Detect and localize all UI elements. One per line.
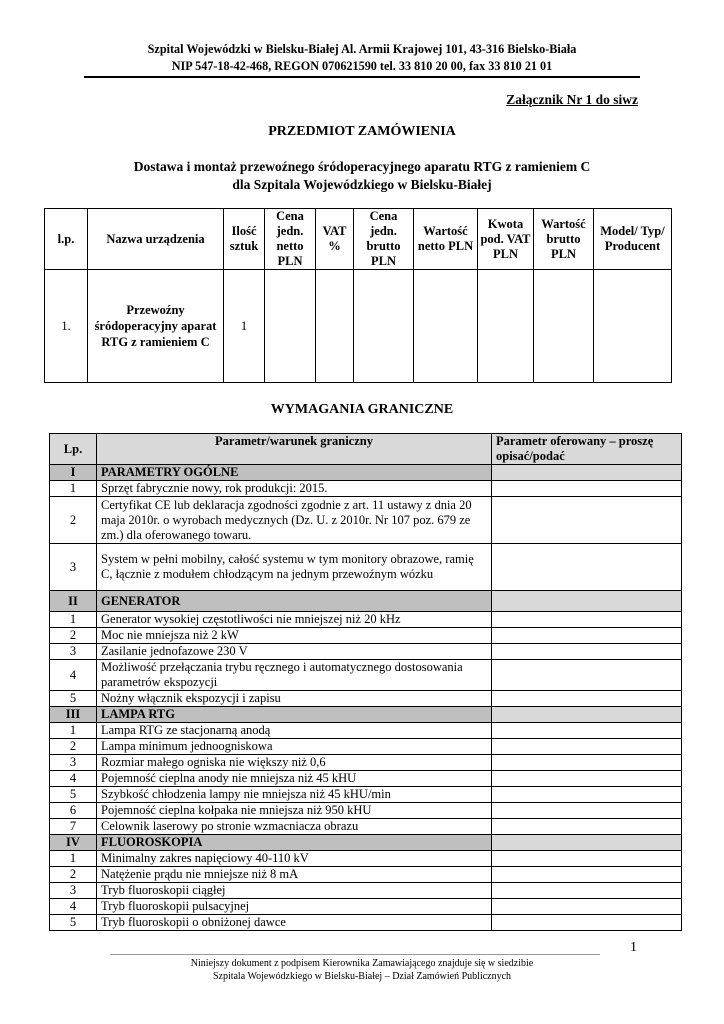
row-requirement: Sprzęt fabrycznie nowy, rok produkcji: 2015. xyxy=(97,481,492,497)
row-requirement: Celownik laserowy po stronie wzmacniacza obrazu xyxy=(97,819,492,835)
order-gross-value-cell[interactable] xyxy=(534,270,594,383)
order-unit-net-price-cell[interactable] xyxy=(265,270,316,383)
table-row xyxy=(50,883,682,899)
row-offer-cell[interactable] xyxy=(492,867,682,883)
section-title: GENERATOR xyxy=(97,591,492,612)
order-table-header-row xyxy=(45,209,672,270)
row-lp: 3 xyxy=(50,883,97,899)
table-row xyxy=(50,819,682,835)
section-title: FLUOROSKOPIA xyxy=(97,835,492,851)
footer-note xyxy=(100,957,624,983)
req-head-offer: Parametr oferowany – proszę opisać/podać xyxy=(492,434,682,465)
row-offer-cell[interactable] xyxy=(492,899,682,915)
order-net-value-cell[interactable] xyxy=(414,270,478,383)
table-row xyxy=(50,660,682,691)
row-offer-cell[interactable] xyxy=(492,644,682,660)
col-unit-net-price: Cena jedn. netto PLN xyxy=(265,209,316,270)
row-offer-cell[interactable] xyxy=(492,544,682,591)
row-requirement: Pojemność cieplna anody nie mniejsza niż 45 kHU xyxy=(97,771,492,787)
document-title: PRZEDMIOT ZAMÓWIENIA xyxy=(268,124,456,139)
order-vat-cell[interactable] xyxy=(316,270,354,383)
col-vat-amount: Kwota pod. VAT PLN xyxy=(478,209,534,270)
requirements-body xyxy=(50,465,682,931)
section-number: III xyxy=(50,707,97,723)
row-lp: 2 xyxy=(50,628,97,644)
table-row xyxy=(50,915,682,931)
row-requirement: Nożny włącznik ekspozycji i zapisu xyxy=(97,691,492,707)
section-row xyxy=(50,465,682,481)
table-row xyxy=(50,723,682,739)
row-lp: 5 xyxy=(50,691,97,707)
annex-label: Załącznik Nr 1 do siwz xyxy=(506,92,638,107)
subtitle-line-2: dla Szpitala Wojewódzkiego w Bielsku-Białej xyxy=(232,177,492,192)
row-offer-cell[interactable] xyxy=(492,803,682,819)
row-lp: 7 xyxy=(50,819,97,835)
row-lp: 3 xyxy=(50,644,97,660)
row-offer-cell[interactable] xyxy=(492,819,682,835)
row-requirement: Tryb fluoroskopii pulsacyjnej xyxy=(97,899,492,915)
row-requirement: Lampa minimum jednoogniskowa xyxy=(97,739,492,755)
col-net-value: Wartość netto PLN xyxy=(414,209,478,270)
row-offer-cell[interactable] xyxy=(492,915,682,931)
row-offer-cell[interactable] xyxy=(492,883,682,899)
table-row xyxy=(50,544,682,591)
row-requirement: Moc nie mniejsza niż 2 kW xyxy=(97,628,492,644)
order-quantity: 1 xyxy=(224,270,265,383)
row-lp: 1 xyxy=(50,481,97,497)
order-lp: 1. xyxy=(45,270,88,383)
req-head-lp: Lp. xyxy=(50,434,97,465)
section-number: II xyxy=(50,591,97,612)
col-quantity: Ilość sztuk xyxy=(224,209,265,270)
table-row xyxy=(50,481,682,497)
col-model: Model/ Typ/ Producent xyxy=(594,209,672,270)
order-table xyxy=(44,208,672,383)
order-unit-gross-price-cell[interactable] xyxy=(354,270,414,383)
table-row xyxy=(50,851,682,867)
col-gross-value: Wartość brutto PLN xyxy=(534,209,594,270)
table-row xyxy=(50,771,682,787)
row-requirement: Szybkość chłodzenia lampy nie mniejsza niż 45 kHU/min xyxy=(97,787,492,803)
row-requirement: Natężenie prądu nie mniejsze niż 8 mA xyxy=(97,867,492,883)
row-offer-cell[interactable] xyxy=(492,628,682,644)
row-requirement: Generator wysokiej częstotliwości nie mniejszej niż 20 kHz xyxy=(97,612,492,628)
section-number: I xyxy=(50,465,97,481)
table-row xyxy=(50,787,682,803)
subtitle-line-1: Dostawa i montaż przewoźnego śródoperacyjnego aparatu RTG z ramieniem C xyxy=(133,159,591,174)
section-row xyxy=(50,591,682,612)
row-lp: 4 xyxy=(50,771,97,787)
row-requirement: Tryb fluoroskopii o obniżonej dawce xyxy=(97,915,492,931)
table-row xyxy=(50,867,682,883)
col-lp: l.p. xyxy=(45,209,88,270)
row-offer-cell[interactable] xyxy=(492,739,682,755)
row-lp: 1 xyxy=(50,851,97,867)
order-table-row xyxy=(45,270,672,383)
row-requirement: Lampa RTG ze stacjonarną anodą xyxy=(97,723,492,739)
row-requirement: Minimalny zakres napięciowy 40-110 kV xyxy=(97,851,492,867)
req-head-param: Parametr/warunek graniczny xyxy=(97,434,492,465)
row-offer-cell[interactable] xyxy=(492,612,682,628)
col-vat: VAT % xyxy=(316,209,354,270)
header-divider xyxy=(84,76,640,78)
section-title: PARAMETRY OGÓLNE xyxy=(97,465,492,481)
table-row xyxy=(50,612,682,628)
table-row xyxy=(50,899,682,915)
row-lp: 4 xyxy=(50,899,97,915)
row-lp: 3 xyxy=(50,755,97,771)
header-contact-line: NIP 547-18-42-468, REGON 070621590 tel. 33 810 20 00, fax 33 810 21 01 xyxy=(171,59,553,73)
table-row xyxy=(50,497,682,544)
requirements-header-row xyxy=(50,434,682,465)
table-row xyxy=(50,755,682,771)
col-device-name: Nazwa urządzenia xyxy=(88,209,224,270)
row-requirement: Możliwość przełączania trybu ręcznego i automatycznego dostosowania parametrów ekspozycji xyxy=(97,660,492,691)
order-device-name: Przewoźny śródoperacyjny aparat RTG z ramieniem C xyxy=(88,270,224,383)
requirements-table xyxy=(49,433,682,931)
footer-divider xyxy=(110,954,600,955)
row-lp: 3 xyxy=(50,544,97,591)
section-row xyxy=(50,707,682,723)
row-offer-cell[interactable] xyxy=(492,481,682,497)
header-address-line: Szpital Wojewódzki w Bielsku-Białej Al. Armii Krajowej 101, 43-316 Bielsko-Biała xyxy=(147,42,577,56)
row-lp: 4 xyxy=(50,660,97,691)
row-requirement: Rozmiar małego ogniska nie większy niż 0,6 xyxy=(97,755,492,771)
table-row xyxy=(50,803,682,819)
row-offer-cell[interactable] xyxy=(492,660,682,691)
row-requirement: Pojemność cieplna kołpaka nie mniejsza niż 950 kHU xyxy=(97,803,492,819)
row-lp: 5 xyxy=(50,787,97,803)
requirements-title: WYMAGANIA GRANICZNE xyxy=(270,402,454,417)
col-unit-gross-price: Cena jedn. brutto PLN xyxy=(354,209,414,270)
row-offer-cell[interactable] xyxy=(492,691,682,707)
row-offer-cell[interactable] xyxy=(492,771,682,787)
table-row xyxy=(50,739,682,755)
page-number: 1 xyxy=(630,940,637,955)
table-row xyxy=(50,691,682,707)
row-requirement: System w pełni mobilny, całość systemu w tym monitory obrazowe, ramię C, łącznie z modułem chłodzącym na jednym przewoźnym wózku xyxy=(97,544,492,591)
row-offer-cell[interactable] xyxy=(492,787,682,803)
row-lp: 5 xyxy=(50,915,97,931)
table-row xyxy=(50,628,682,644)
section-offer-cell xyxy=(492,707,682,723)
row-lp: 6 xyxy=(50,803,97,819)
table-row xyxy=(50,644,682,660)
row-offer-cell[interactable] xyxy=(492,723,682,739)
hospital-header xyxy=(84,41,640,75)
row-requirement: Certyfikat CE lub deklaracja zgodności zgodnie z art. 11 ustawy z dnia 20 maja 2010r. o wyrobach medycznych (Dz. U. z 2010r. Nr 107 poz. 679 ze zm.) dla oferowanego towaru. xyxy=(97,497,492,544)
row-lp: 2 xyxy=(50,497,97,544)
row-offer-cell[interactable] xyxy=(492,497,682,544)
row-offer-cell[interactable] xyxy=(492,851,682,867)
row-offer-cell[interactable] xyxy=(492,755,682,771)
section-number: IV xyxy=(50,835,97,851)
section-offer-cell xyxy=(492,835,682,851)
row-lp: 1 xyxy=(50,723,97,739)
row-lp: 2 xyxy=(50,739,97,755)
row-requirement: Tryb fluoroskopii ciągłej xyxy=(97,883,492,899)
row-requirement: Zasilanie jednofazowe 230 V xyxy=(97,644,492,660)
section-row xyxy=(50,835,682,851)
section-title: LAMPA RTG xyxy=(97,707,492,723)
document-subtitle xyxy=(60,158,664,194)
footer-line-1: Niniejszy dokument z podpisem Kierownika Zamawiającego znajduje się w siedzibie xyxy=(190,958,534,969)
footer-line-2: Szpitala Wojewódzkiego w Bielsku-Białej – Dział Zamówień Publicznych xyxy=(212,971,512,982)
row-lp: 2 xyxy=(50,867,97,883)
order-vat-amount-cell[interactable] xyxy=(478,270,534,383)
section-offer-cell xyxy=(492,591,682,612)
section-offer-cell xyxy=(492,465,682,481)
order-model-cell[interactable] xyxy=(594,270,672,383)
row-lp: 1 xyxy=(50,612,97,628)
